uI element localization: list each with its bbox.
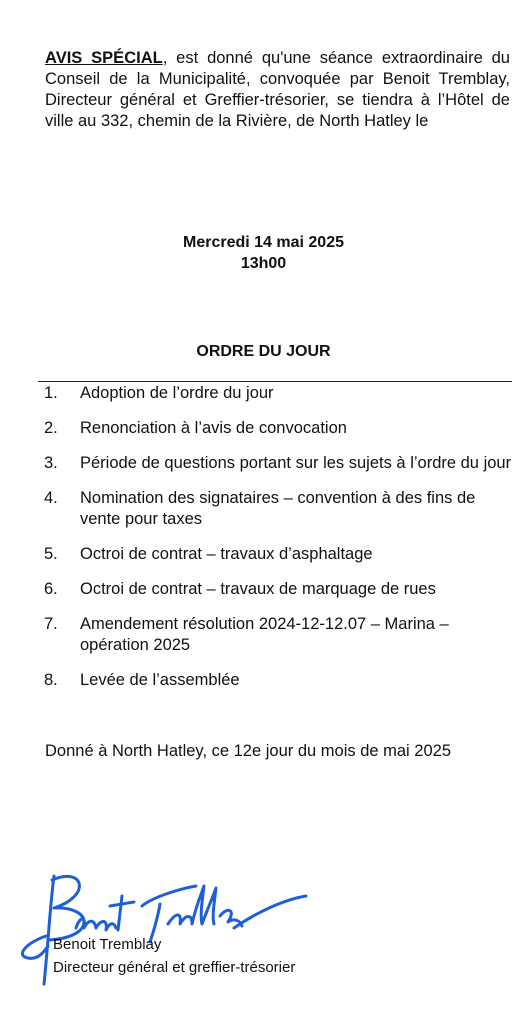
agenda-item bbox=[44, 670, 514, 691]
agenda-title: ORDRE DU JOUR bbox=[196, 343, 331, 360]
agenda-item-text: Nomination des signataires – convention à des fins de vente pour taxes bbox=[80, 489, 476, 528]
agenda-item-number: 3. bbox=[44, 454, 58, 472]
agenda-item-number: 6. bbox=[44, 580, 58, 598]
agenda-item-number: 4. bbox=[44, 489, 58, 507]
given-at-statement: Donné à North Hatley, ce 12e jour du mois de mai 2025 bbox=[45, 742, 452, 760]
agenda-list bbox=[44, 383, 514, 705]
agenda-item bbox=[44, 488, 514, 530]
agenda-item-text: Levée de l’assemblée bbox=[80, 671, 240, 689]
agenda-item bbox=[44, 579, 514, 600]
meeting-datetime bbox=[0, 232, 527, 274]
agenda-item bbox=[44, 453, 514, 474]
agenda-item-text: Octroi de contrat – travaux de marquage de rues bbox=[80, 580, 436, 598]
agenda-item bbox=[44, 418, 514, 439]
signatory-name: Benoit Tremblay bbox=[53, 936, 162, 953]
notice-lead: AVIS SPÉCIAL bbox=[45, 49, 163, 67]
agenda-item-number: 7. bbox=[44, 615, 58, 633]
agenda-item-text: Amendement résolution 2024-12-12.07 – Marina – opération 2025 bbox=[80, 615, 449, 654]
notice-body: , est donné qu'une séance extraordinaire du Conseil de la Municipalité, convoquée par Benoit Tremblay, Directeur général et Greffier-trésorier, se tiendra à l’Hôtel de ville au 332, chemin de la Rivière, de North Hatley le bbox=[45, 49, 510, 130]
agenda-item-text: Renonciation à l’avis de convocation bbox=[80, 419, 347, 437]
meeting-date: Mercredi 14 mai 2025 bbox=[183, 234, 344, 251]
notice-paragraph bbox=[45, 48, 510, 132]
agenda-item bbox=[44, 383, 514, 404]
agenda-item-number: 8. bbox=[44, 671, 58, 689]
agenda-item-text: Période de questions portant sur les sujets à l’ordre du jour bbox=[80, 454, 512, 472]
meeting-time: 13h00 bbox=[240, 255, 287, 272]
agenda-item-text: Adoption de l’ordre du jour bbox=[80, 384, 274, 402]
agenda-item-number: 1. bbox=[44, 384, 58, 402]
agenda-item-number: 2. bbox=[44, 419, 58, 437]
agenda-item-text: Octroi de contrat – travaux d’asphaltage bbox=[80, 545, 373, 563]
agenda-item bbox=[44, 544, 514, 565]
agenda-item bbox=[44, 614, 514, 656]
agenda-item-number: 5. bbox=[44, 545, 58, 563]
agenda-divider bbox=[38, 381, 512, 382]
signatory-title: Directeur général et greffier-trésorier bbox=[53, 959, 296, 976]
